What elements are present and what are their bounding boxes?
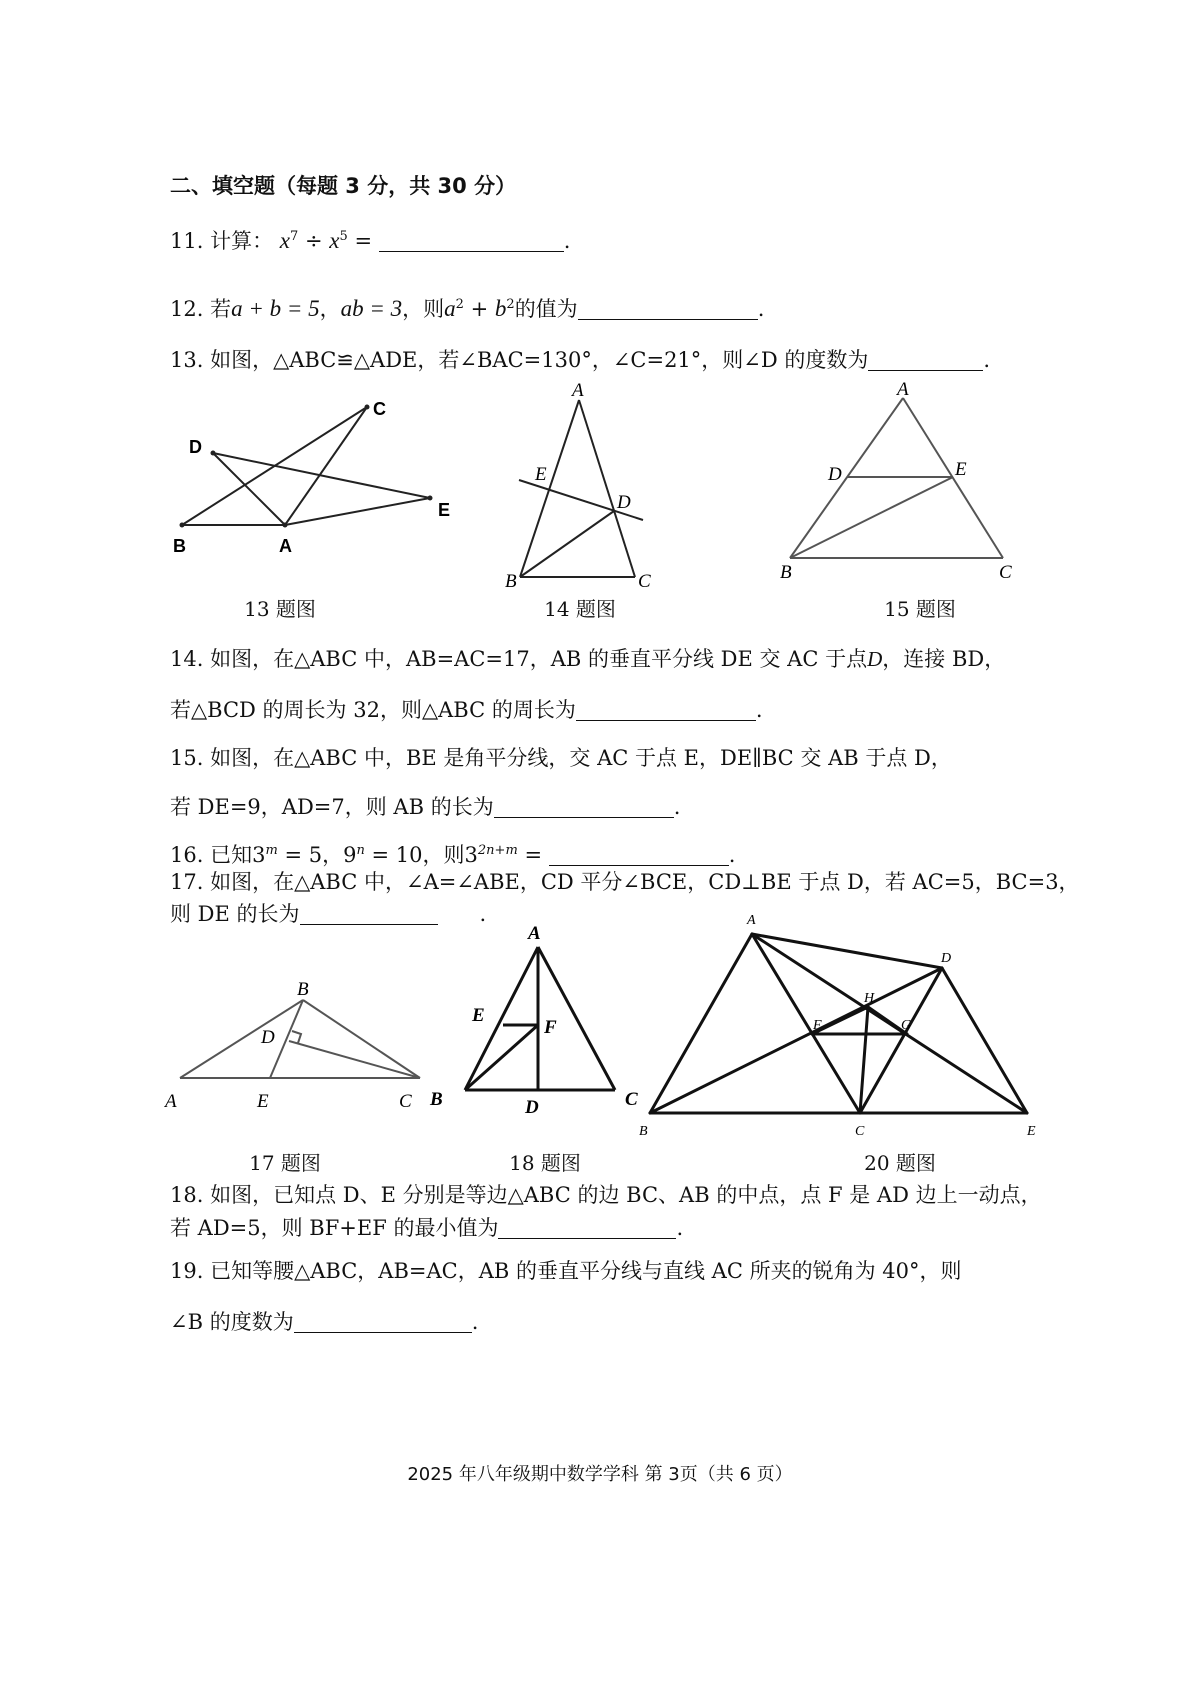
caption-14: 14 题图: [544, 597, 616, 621]
q11-op: ÷: [304, 229, 323, 253]
fig20-label-g: G: [901, 1018, 912, 1033]
q11-prefix: 计算：: [210, 229, 274, 253]
question-17-line-2: [170, 899, 486, 929]
question-16: [170, 836, 735, 870]
fig15-label-a: A: [897, 379, 909, 400]
q19-answer-blank[interactable]: [294, 1310, 472, 1333]
figure-18: [430, 923, 665, 1125]
question-15: [170, 743, 952, 773]
q16-base2: 9: [343, 843, 357, 867]
fig20-label-b: B: [639, 1124, 648, 1139]
q16-exp1: m: [265, 843, 278, 858]
q14-text: 如图，在△ABC 中，AB=AC=17，AB 的垂直平分线 DE 交 AC 于点: [210, 647, 868, 671]
q16-base3: 3: [464, 843, 478, 867]
fig14-label-d: D: [617, 492, 631, 513]
question-19: [170, 1256, 961, 1286]
caption-17: 17 题图: [249, 1151, 321, 1175]
q11-end: .: [563, 229, 571, 253]
figure-13: [165, 395, 485, 575]
question-17: [170, 867, 1080, 897]
q12-text: 若: [210, 297, 232, 321]
figure-17: [165, 965, 455, 1115]
fig13-label-e: E: [438, 500, 451, 520]
q14-text-end: ，连接 BD，: [882, 647, 1006, 671]
question-18-line-2: [170, 1213, 683, 1243]
fig15-label-c: C: [999, 562, 1012, 583]
question-11: [170, 222, 570, 256]
q18-number: 18.: [170, 1183, 204, 1207]
page-footer: 2025 年八年级期中数学学科 第 3页（共 6 页）: [407, 1464, 793, 1485]
q11-var: x: [279, 228, 290, 253]
q13-text: 如图，△ABC≌△ADE，若∠BAC=130°，∠C=21°，则∠D 的度数为: [210, 348, 869, 372]
q18-end: .: [676, 1216, 684, 1240]
question-14: [170, 644, 1005, 674]
q11-exp: 7: [290, 229, 299, 244]
q15-number: 15.: [170, 746, 204, 770]
q12-var-b: b: [494, 296, 507, 321]
caption-18: 18 题图: [509, 1151, 581, 1175]
q11-var2: x: [329, 228, 340, 253]
q18-text: 如图，已知点 D、E 分别是等边△ABC 的边 BC、AB 的中点，点 F 是 AD 边上一动点，: [210, 1183, 1042, 1207]
q15-end: .: [673, 795, 681, 819]
q12-text3: ，则: [402, 297, 445, 321]
q16-exp3: 2n+m: [477, 843, 518, 858]
q13-answer-blank[interactable]: [868, 348, 983, 371]
fig18-label-d: D: [525, 1097, 539, 1118]
caption-15: 15 题图: [884, 597, 956, 621]
fig18-label-c: C: [625, 1089, 638, 1110]
q17-number: 17.: [170, 870, 204, 894]
fig14-label-e: E: [535, 464, 547, 485]
section-title: 二、填空题（每题 3 分，共 30 分）: [170, 174, 517, 198]
fig17-label-e: E: [257, 1091, 269, 1112]
q18-answer-blank[interactable]: [498, 1216, 676, 1239]
caption-20: 20 题图: [864, 1151, 936, 1175]
fig20-label-f: F: [813, 1018, 822, 1033]
question-19-line-2: [170, 1307, 478, 1337]
fig17-label-d: D: [261, 1027, 275, 1048]
fig13-label-d: D: [189, 437, 202, 457]
fig17-label-c: C: [399, 1091, 412, 1112]
q19-end: .: [471, 1310, 479, 1334]
figure-20: [639, 910, 1125, 1140]
q17-text2: 则 DE 的长为: [170, 902, 300, 926]
q13-end: .: [983, 348, 991, 372]
q14-answer-blank[interactable]: [576, 698, 756, 721]
question-12: [170, 290, 764, 324]
q16-end: .: [728, 843, 736, 867]
q16-base1: 3: [252, 843, 266, 867]
fig18-label-e: E: [472, 1005, 485, 1026]
q11-answer-blank[interactable]: [379, 229, 564, 252]
fig20-label-h: H: [864, 991, 875, 1006]
fig15-label-d: D: [828, 464, 842, 485]
q19-text: 已知等腰△ABC，AB=AC，AB 的垂直平分线与直线 AC 所夹的锐角为 40°，则: [210, 1259, 962, 1283]
q16-number: 16.: [170, 843, 204, 867]
q11-eq: =: [354, 229, 373, 253]
q12-answer-blank[interactable]: [578, 297, 758, 320]
caption-13: 13 题图: [244, 597, 316, 621]
fig20-label-c: C: [855, 1124, 865, 1139]
fig13-label-b: B: [173, 536, 186, 556]
q16-answer-blank[interactable]: [549, 843, 729, 866]
q13-number: 13.: [170, 348, 204, 372]
fig18-label-b: B: [430, 1089, 443, 1110]
question-14-line-2: [170, 695, 763, 725]
q16-text4: =: [517, 843, 543, 867]
q19-number: 19.: [170, 1259, 204, 1283]
q16-exp2: n: [356, 843, 365, 858]
q14-number: 14.: [170, 647, 204, 671]
q12-number: 12.: [170, 297, 204, 321]
q14-point-d: D: [867, 647, 883, 671]
fig17-label-a: A: [165, 1091, 177, 1112]
q15-text: 如图，在△ABC 中，BE 是角平分线，交 AC 于点 E，DE∥BC 交 AB 于点 D，: [210, 746, 952, 770]
q12-exp-a: 2: [455, 297, 464, 312]
fig20-label-e: E: [1027, 1124, 1036, 1139]
figure-15: [775, 380, 1075, 590]
fig13-label-a: A: [279, 536, 292, 556]
q15-text2: 若 DE=9，AD=7，则 AB 的长为: [170, 795, 494, 819]
question-13: [170, 345, 990, 375]
fig13-label-c: C: [373, 399, 386, 419]
q17-text: 如图，在△ABC 中，∠A=∠ABE，CD 平分∠BCE，CD⊥BE 于点 D，若 AC=5，BC=3，: [210, 870, 1080, 894]
q11-number: 11.: [170, 229, 204, 253]
q14-end: .: [755, 698, 763, 722]
figure-14: [505, 380, 705, 590]
q12-expr2: ab = 3: [340, 296, 403, 321]
fig14-label-a: A: [572, 380, 584, 401]
fig18-label-a: A: [528, 923, 541, 944]
fig20-label-d: D: [941, 951, 952, 966]
fig14-label-c: C: [638, 571, 651, 592]
fig18-label-f: F: [544, 1017, 557, 1038]
q16-text3: = 10，则: [364, 843, 465, 867]
q16-text2: = 5，: [277, 843, 344, 867]
q12-text4: 的值为: [514, 297, 578, 321]
q12-text2: ，: [319, 297, 341, 321]
q19-text2: ∠B 的度数为: [170, 1310, 294, 1334]
fig15-label-e: E: [955, 459, 967, 480]
fig20-label-a: A: [747, 913, 756, 928]
fig14-label-b: B: [505, 571, 517, 592]
question-18: [170, 1180, 1042, 1210]
q12-expr1: a + b = 5: [231, 296, 320, 321]
q11-exp2: 5: [339, 229, 348, 244]
q12-end: .: [757, 297, 765, 321]
q12-var-a: a: [444, 296, 456, 321]
q16-text: 已知: [210, 843, 253, 867]
q17-end: .: [479, 902, 487, 926]
q15-answer-blank[interactable]: [494, 795, 674, 818]
q12-plus: +: [463, 297, 495, 321]
q18-text2: 若 AD=5，则 BF+EF 的最小值为: [170, 1216, 499, 1240]
question-15-line-2: [170, 792, 680, 822]
fig15-label-b: B: [780, 562, 792, 583]
q14-text2: 若△BCD 的周长为 32，则△ABC 的周长为: [170, 698, 576, 722]
fig17-label-b: B: [297, 979, 309, 1000]
q17-answer-blank[interactable]: [300, 902, 438, 925]
q12-exp-b: 2: [506, 297, 515, 312]
